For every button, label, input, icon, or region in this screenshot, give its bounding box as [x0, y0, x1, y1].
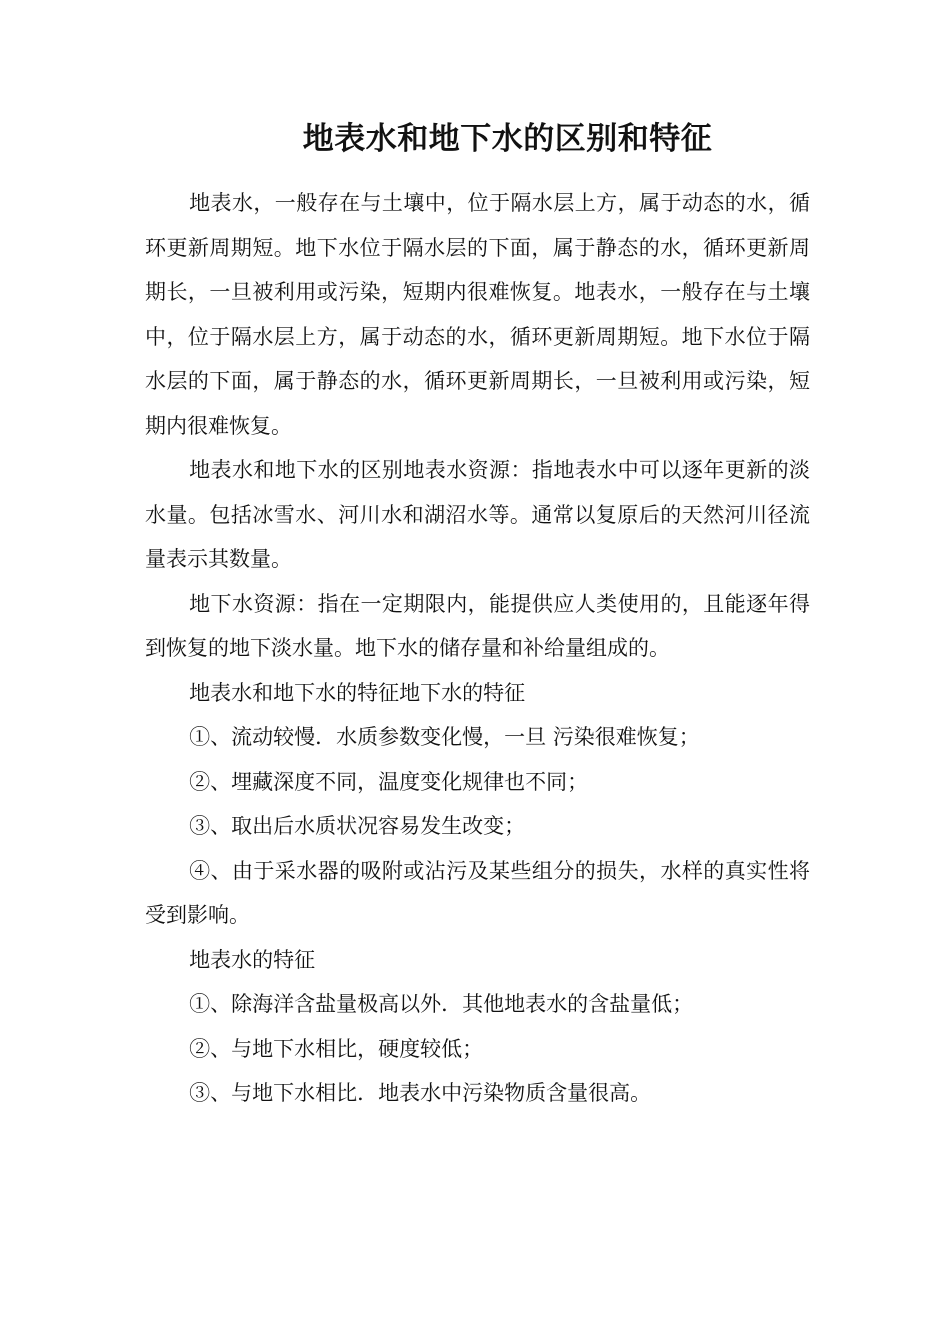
document-body [145, 181, 810, 1116]
document-title: 地表水和地下水的区别和特征 [302, 121, 713, 157]
paragraph-surface-water-features-heading: 地表水的特征 [189, 947, 316, 972]
list-item-surface-water-3: ③、与地下水相比．地表水中污染物质含量很高。 [189, 1081, 652, 1105]
list-item-surface-water-1: ①、除海洋含盐量极高以外．其他地表水的含盐量低； [189, 992, 694, 1016]
paragraph-groundwater-features-heading: 地表水和地下水的特征地下水的特征 [189, 680, 526, 705]
paragraph-groundwater-resources: 地下水资源：指在一定期限内，能提供应人类使用的，且能逐年得到恢复的地下淡水量。地下水的储存量和补给量组成的。 [145, 591, 810, 660]
list-item-groundwater-3: ③、取出后水质状况容易发生改变； [189, 814, 526, 838]
paragraph-intro: 地表水，一般存在与土壤中，位于隔水层上方，属于动态的水，循环更新周期短。地下水位于隔水层的下面，属于静态的水，循环更新周期长，一旦被利用或污染，短期内很难恢复。地表水，一般存在与土壤中，位于隔水层上方，属于动态的水，循环更新周期短。地下水位于隔水层的下面，属于静态的水，循环更新周期长，一旦被利用或污染，短期内很难恢复。 [145, 191, 810, 438]
list-item-groundwater-1: ①、流动较慢．水质参数变化慢，一旦 污染很难恢复； [189, 725, 700, 749]
list-item-groundwater-4: ④、由于采水器的吸附或沾污及某些组分的损失，水样的真实性将受到影响。 [145, 858, 810, 927]
list-item-groundwater-2: ②、埋藏深度不同，温度变化规律也不同； [189, 769, 589, 794]
list-item-surface-water-2: ②、与地下水相比，硬度较低； [189, 1036, 484, 1061]
paragraph-surface-water-resources: 地表水和地下水的区别地表水资源：指地表水中可以逐年更新的淡水量。包括冰雪水、河川水和湖沼水等。通常以复原后的天然河川径流量表示其数量。 [145, 458, 810, 571]
